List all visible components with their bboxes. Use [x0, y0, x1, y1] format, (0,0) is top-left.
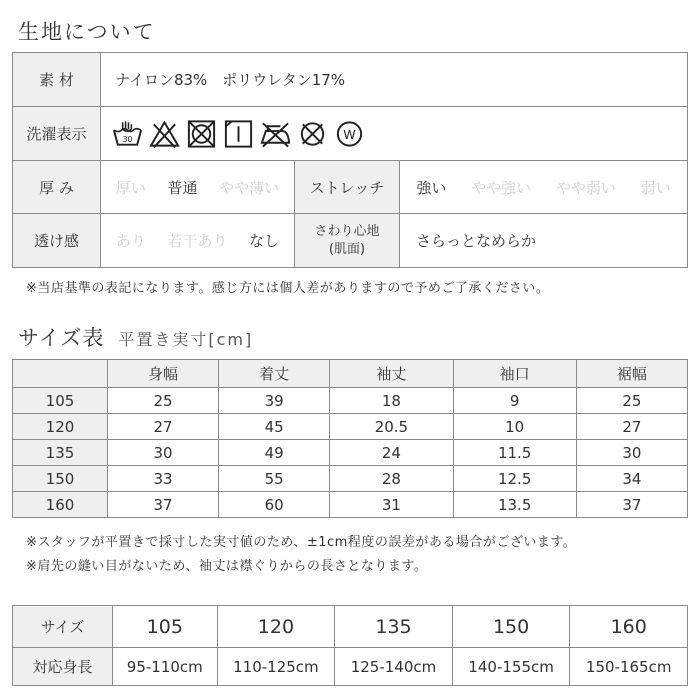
value-cell: 25 [576, 388, 687, 414]
value-cell: 24 [330, 440, 453, 466]
thickness-row [13, 161, 688, 214]
svg-text:30: 30 [122, 134, 133, 144]
value-cell: 10 [453, 414, 576, 440]
value-cell: 33 [108, 466, 219, 492]
size-value: 135 [335, 606, 453, 648]
header-cell: 袖口 [453, 360, 576, 388]
transparency-option-selected: なし [249, 232, 280, 250]
header-cell: 袖丈 [330, 360, 453, 388]
height-value: 110-125cm [217, 648, 335, 686]
table-row [13, 466, 688, 492]
no-dry-clean-icon [296, 119, 329, 149]
thickness-option-selected: 普通 [167, 178, 198, 197]
touch-label [295, 214, 400, 268]
svg-text:W: W [343, 126, 356, 142]
height-value: 150-165cm [570, 648, 688, 686]
value-cell: 30 [108, 440, 219, 466]
size-note-2: ※肩先の縫い目がないため、袖丈は襟ぐりからの長さとなります。 [26, 559, 428, 574]
size-cell: 135 [13, 440, 108, 466]
value-cell: 18 [330, 388, 453, 414]
hand-wash-30-icon [111, 119, 144, 149]
thickness-option: 厚い [115, 178, 146, 197]
size-table [12, 359, 688, 518]
stretch-option: やや強い [471, 178, 532, 197]
size-cell: 150 [13, 466, 108, 492]
table-row [13, 414, 688, 440]
size-value: 105 [113, 606, 218, 648]
size-cell: 105 [13, 388, 108, 414]
care-label: 洗濯表示 [13, 107, 101, 161]
value-cell: 45 [219, 414, 330, 440]
size-value: 120 [217, 606, 335, 648]
thickness-options [101, 161, 295, 214]
stretch-option: 弱い [640, 178, 671, 197]
size-cell: 160 [13, 492, 108, 518]
size-value: 150 [452, 606, 570, 648]
table-row [13, 388, 688, 414]
transparency-label: 透け感 [13, 214, 101, 268]
value-cell: 27 [108, 414, 219, 440]
value-cell: 30 [576, 440, 687, 466]
height-table-height-row [13, 648, 688, 686]
touch-label-line1: さわり心地 [314, 223, 380, 239]
transparency-option: 若干あり [167, 232, 228, 250]
no-bleach-icon [148, 119, 181, 149]
value-cell: 28 [330, 466, 453, 492]
stretch-options [400, 161, 688, 214]
height-value: 140-155cm [452, 648, 570, 686]
value-cell: 39 [219, 388, 330, 414]
value-cell: 9 [453, 388, 576, 414]
transparency-option: あり [115, 232, 146, 250]
hang-dry-icon [222, 119, 255, 149]
height-row-label: 対応身長 [13, 648, 113, 686]
size-note-1: ※スタッフが平置きで採寸した実寸値のため、±1cm程度の誤差がある場合がございます。 [26, 535, 577, 550]
value-cell: 60 [219, 492, 330, 518]
thickness-option: やや薄い [219, 178, 280, 197]
size-value: 160 [570, 606, 688, 648]
thickness-label: 厚 み [13, 161, 101, 214]
height-table-size-row [13, 606, 688, 648]
header-cell: 身幅 [108, 360, 219, 388]
value-cell: 11.5 [453, 440, 576, 466]
header-cell: 裾幅 [576, 360, 687, 388]
fabric-section-title: 生地について [18, 20, 156, 44]
value-cell: 27 [576, 414, 687, 440]
value-cell: 37 [576, 492, 687, 518]
transparency-options [101, 214, 295, 268]
touch-value: さらっとなめらか [400, 214, 688, 268]
size-table-header [13, 360, 688, 388]
iron-low-icon [259, 119, 292, 149]
table-row [13, 440, 688, 466]
stretch-option-selected: 強い [416, 178, 447, 197]
height-table [12, 605, 688, 686]
height-value: 125-140cm [335, 648, 453, 686]
size-row-label: サイズ [13, 606, 113, 648]
size-cell: 120 [13, 414, 108, 440]
material-value: ナイロン83% ポリウレタン17% [101, 53, 688, 107]
table-row [13, 492, 688, 518]
stretch-option: やや弱い [555, 178, 616, 197]
fabric-table [12, 52, 688, 268]
value-cell: 55 [219, 466, 330, 492]
wet-clean-icon [333, 119, 366, 149]
value-cell: 25 [108, 388, 219, 414]
size-section-subtitle: 平置き実寸[cm] [118, 330, 254, 349]
stretch-label: ストレッチ [295, 161, 400, 214]
value-cell: 49 [219, 440, 330, 466]
no-tumble-dry-icon [185, 119, 218, 149]
value-cell: 34 [576, 466, 687, 492]
fabric-note: ※当店基準の表記になります。感じ方には個人差がありますので予めご了承ください。 [26, 281, 550, 296]
care-row [13, 107, 688, 161]
value-cell: 31 [330, 492, 453, 518]
material-label: 素 材 [13, 53, 101, 107]
height-value: 95-110cm [113, 648, 218, 686]
material-row [13, 53, 688, 107]
value-cell: 13.5 [453, 492, 576, 518]
care-icons-cell [101, 107, 688, 161]
value-cell: 20.5 [330, 414, 453, 440]
value-cell: 37 [108, 492, 219, 518]
size-section-title: サイズ表 [18, 326, 105, 350]
touch-label-line2: (肌面) [328, 241, 366, 257]
transparency-row [13, 214, 688, 268]
header-cell: 着丈 [219, 360, 330, 388]
value-cell: 12.5 [453, 466, 576, 492]
header-cell [13, 360, 108, 388]
size-section-heading [18, 322, 253, 352]
